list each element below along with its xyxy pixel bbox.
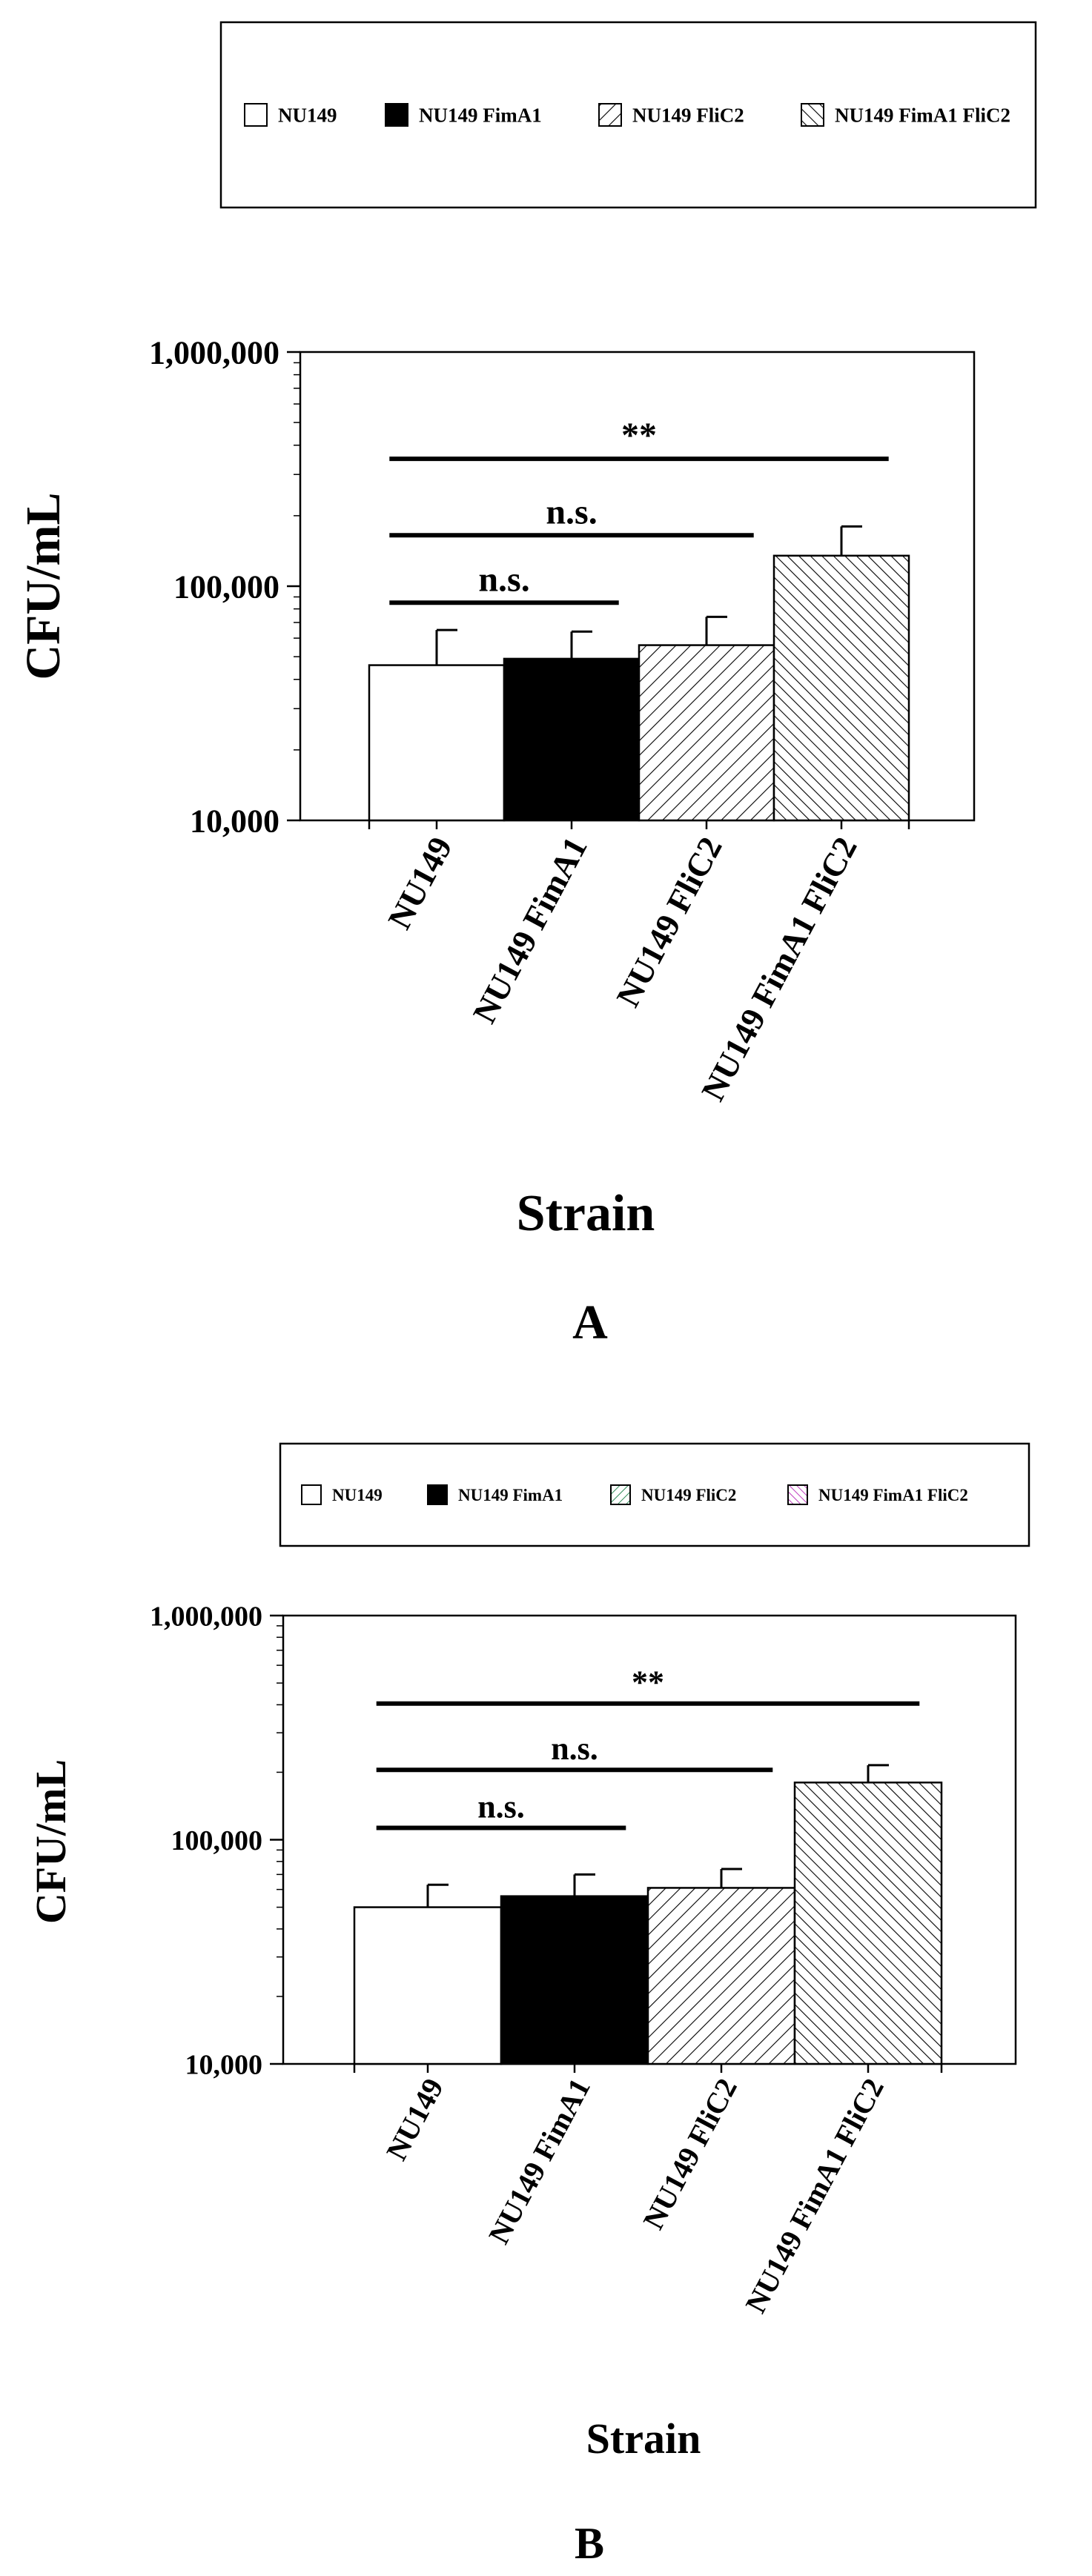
y-tick-label: 1,000,000: [149, 334, 279, 371]
y-axis-label: CFU/mL: [16, 492, 70, 680]
legend-label: NU149 FimA1 FliC2: [818, 1486, 968, 1505]
legend-label: NU149 FimA1: [419, 104, 542, 127]
bar: [639, 645, 774, 820]
legend-swatch: [245, 104, 267, 126]
chart-panel-b: [27, 1444, 1029, 2568]
legend-swatch: [788, 1485, 807, 1504]
y-tick-label: 100,000: [173, 568, 279, 605]
y-tick-label: 1,000,000: [150, 1601, 262, 1633]
bar: [648, 1888, 795, 2064]
y-tick-label: 100,000: [171, 1825, 262, 1856]
x-tick-label: NU149 FliC2: [636, 2073, 744, 2235]
bar: [369, 665, 504, 820]
x-tick-label: NU149: [380, 831, 460, 935]
legend-label: NU149: [278, 104, 337, 127]
significance-label: n.s.: [546, 492, 598, 532]
legend-label: NU149 FimA1 FliC2: [835, 104, 1010, 127]
x-axis-label: Strain: [586, 2414, 701, 2463]
significance-label: **: [632, 1664, 664, 1701]
legend-label: NU149 FliC2: [641, 1486, 737, 1505]
x-tick-label: NU149 FimA1 FliC2: [694, 831, 864, 1107]
x-axis-label: Strain: [516, 1185, 655, 1242]
legend-swatch: [385, 104, 408, 126]
x-tick-label: NU149 FimA1: [466, 831, 595, 1029]
legend-swatch: [599, 104, 621, 126]
significance-label: **: [621, 416, 657, 456]
y-tick-label: 10,000: [190, 803, 279, 840]
panel-label: B: [574, 2519, 605, 2568]
panel-label: A: [572, 1295, 608, 1350]
legend-label: NU149 FliC2: [632, 104, 744, 127]
bar: [504, 659, 639, 820]
legend-label: NU149 FimA1: [458, 1486, 563, 1505]
significance-label: n.s.: [551, 1730, 598, 1767]
y-tick-label: 10,000: [185, 2049, 262, 2081]
bar: [354, 1908, 501, 2064]
x-tick-label: NU149 FliC2: [609, 831, 729, 1013]
x-tick-label: NU149 FimA1 FliC2: [738, 2073, 890, 2319]
bar: [774, 556, 909, 820]
bar: [501, 1896, 648, 2064]
legend-swatch: [611, 1485, 630, 1504]
significance-label: n.s.: [478, 560, 530, 600]
legend-swatch: [302, 1485, 321, 1504]
significance-label: n.s.: [477, 1788, 525, 1825]
x-tick-label: NU149: [379, 2073, 450, 2166]
legend-swatch: [801, 104, 824, 126]
chart-panel-a: [16, 22, 1036, 1350]
x-tick-label: NU149 FimA1: [481, 2073, 597, 2250]
bar: [795, 1782, 942, 2064]
legend-swatch: [428, 1485, 447, 1504]
legend-label: NU149: [332, 1486, 383, 1505]
y-axis-label: CFU/mL: [27, 1759, 75, 1925]
